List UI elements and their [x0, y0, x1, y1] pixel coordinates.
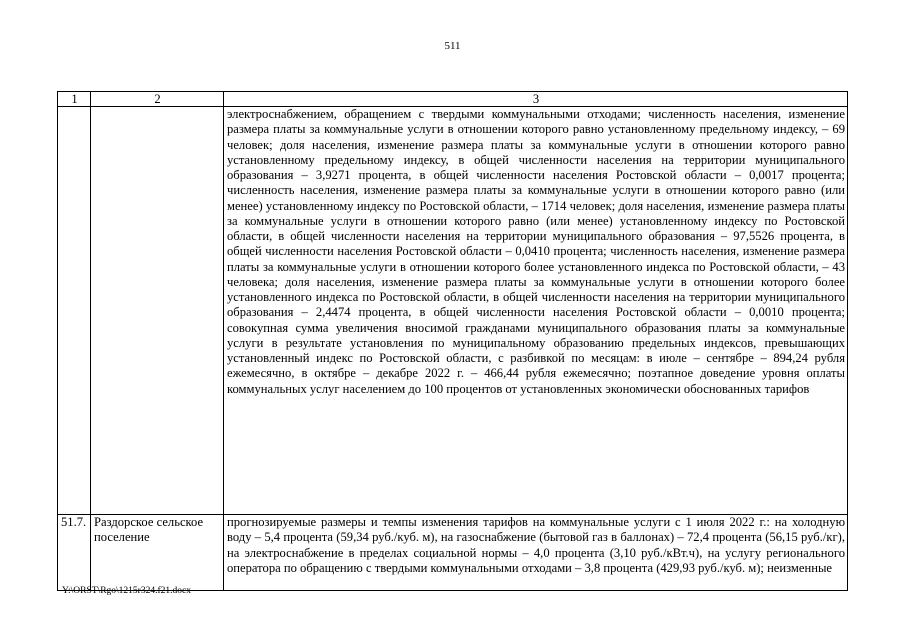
header-cell-3: 3: [224, 92, 848, 107]
row-number-cell: [58, 107, 91, 515]
table-row: [58, 515, 848, 591]
row-text-cell: [224, 107, 848, 515]
row-name-cell: [91, 107, 224, 515]
table-header-row: [58, 92, 848, 107]
row-text: электроснабжением, обращением с твердыми коммунальными отходами; численность населения, изменение размера платы за коммунальные услуги в отношении которого равно установленному предельному индексу, – 69 человек; доля населения, изменение размера платы за коммунальные услуги в отношении которого равно установленному предельному индексу, в общей численности населения на территории муниципального образования – 3,9271 процента, в общей численности населения Ростовской области – 0,0017 процента; численность населения, изменение размера платы за коммунальные услуги в отношении которого равно (или менее) установленному индексу по Ростовской области, – 1714 человек; доля населения, изменение размера платы за коммунальные услуги в отношении которого равно (или менее) установленному индексу по Ростовской области, в общей численности населения на территории муниципального образования – 97,5526 процента, в общей численности населения Ростовской области – 0,0410 процента; численность населения, изменение размера платы за коммунальные услуги в отношении которого более установленного индекса по Ростовской области, – 43 человека; доля населения, изменение размера платы за коммунальные услуги в отношении которого более установленного индекса по Ростовской области, в общей численности населения на территории муниципального образования – 2,4474 процента, в общей численности населения Ростовской области – 0,0010 процента; совокупная сумма увеличения вносимой гражданами муниципального образования платы за коммунальные услуги в результате установления по муниципальному образованию предельных индексов, превышающих установленный индекс по Ростовской области, с разбивкой по месяцам: в июле – сентябре – 894,24 рубля ежемесячно, в октябре – декабре 2022 г. – 466,44 рубля ежемесячно; поэтапное доведение уровня оплаты коммунальных услуг населением до 100 процентов от установленных экономически обоснованных тарифов: [227, 107, 845, 396]
document-table: [57, 91, 848, 591]
table-row: [58, 107, 848, 515]
row-text-cell: [224, 515, 848, 591]
row-number-cell: 51.7.: [58, 515, 91, 591]
header-cell-1: 1: [58, 92, 91, 107]
page-number: 511: [444, 40, 461, 52]
row-text: прогнозируемые размеры и темпы изменения тарифов на коммунальные услуги с 1 июля 2022 г.: на холодную воду – 5,4 процента (59,34 руб./куб. м), на газоснабжение (бытовой газ в баллонах) – 72,4 процента (56,15 руб./кг), на электроснабжение в пределах социальной нормы – 4,0 процента (3,10 руб./кВт.ч), на услугу регионального оператора по обращению с твердыми коммунальными отходами – 3,8 процента (429,93 руб./куб. м); неизменные: [227, 515, 845, 575]
footer-file-path: Y:\ORST\Rgo\1215r324.f21.docx: [62, 586, 191, 596]
header-cell-2: 2: [91, 92, 224, 107]
row-name-cell: Раздорское сельское поселение: [91, 515, 224, 591]
